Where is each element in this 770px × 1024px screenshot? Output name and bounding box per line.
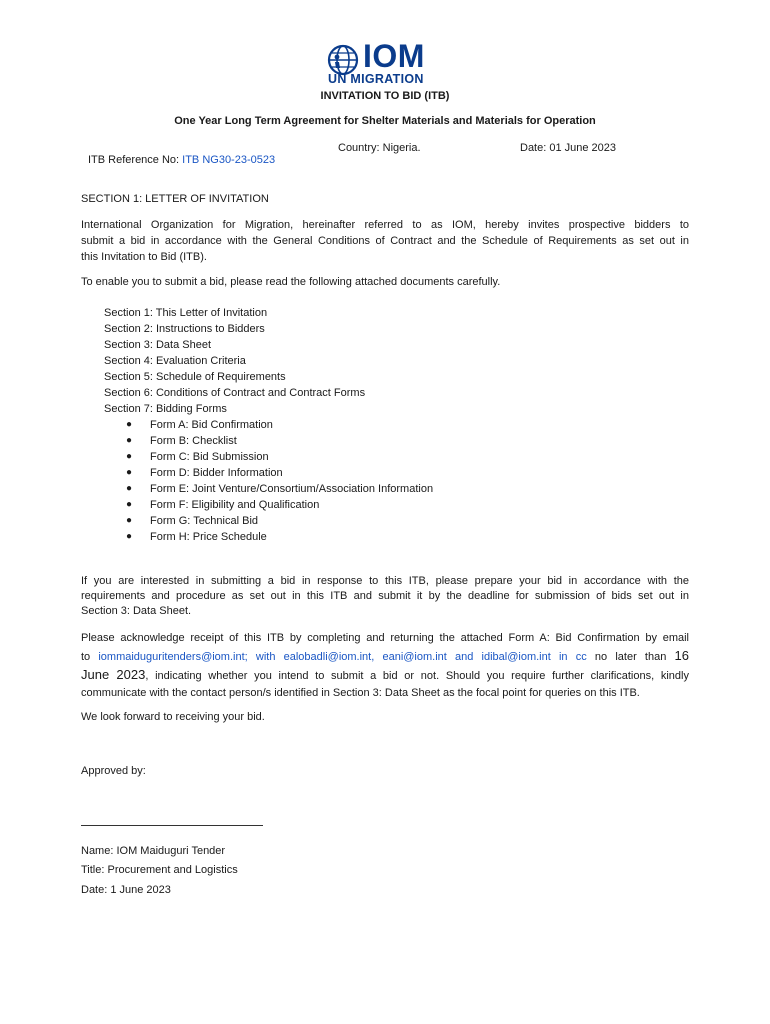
bullet-icon: ● [126,499,133,510]
paragraph-line: communicate with the contact person/s identified in Section 3: Data Sheet as the focal point for queries on this ITB. [81,687,640,699]
list-item: Section 5: Schedule of Requirements [104,371,286,383]
approver-name: Name: IOM Maiduguri Tender [81,845,226,857]
itb-reference-value: ITB NG30-23-0523 [182,154,276,166]
list-item: ● Form G: Technical Bid [126,515,259,527]
logo-wordmark: IOM [363,38,425,74]
date-label: Date: 01 June 2023 [520,142,617,154]
paragraph-line: International Organization for Migration, hereinafter referred to as IOM, hereby invites prospective bidders to [81,219,689,231]
list-item: Section 4: Evaluation Criteria [104,355,246,367]
bullet-icon: ● [126,467,133,478]
paragraph-line: June 2023, indicating whether you intend to submit a bid or not. Should you require further clarifications, kindly [81,667,689,682]
iom-logo [327,38,445,88]
approver-title: Title: Procurement and Logistics [81,864,238,876]
paragraph-line: requirements and procedure as set out in this ITB and submit it by the deadline for submission of bids set out in [81,590,689,602]
bullet-icon: ● [126,451,133,462]
paragraph-line: If you are interested in submitting a bid in response to this ITB, please prepare your bid in accordance with the [81,575,689,587]
bullet-icon: ● [126,531,133,542]
list-item: ● Form A: Bid Confirmation [126,419,273,431]
paragraph-line: to iommaiduguritenders@iom.int; with ealobadli@iom.int, eani@iom.int and idibal@iom.int in cc no later than 16 [81,648,689,663]
list-item: ● Form D: Bidder Information [126,467,283,479]
bullet-icon: ● [126,435,133,446]
sections-list [104,305,365,417]
document-title: INVITATION TO BID (ITB) [320,90,450,102]
list-item: ● Form H: Price Schedule [126,531,267,543]
country-label: Country: Nigeria. [338,142,421,154]
list-item: ● Form F: Eligibility and Qualification [126,499,320,511]
closing-line: We look forward to receiving your bid. [81,711,265,723]
list-item: Section 6: Conditions of Contract and Contract Forms [104,387,366,399]
itb-reference [88,154,275,166]
paragraph-line: submit a bid in accordance with the General Conditions of Contract and the Schedule of Requirements as set out in [81,235,689,247]
intro-paragraph [81,217,689,265]
list-item: ● Form E: Joint Venture/Consortium/Association Information [126,483,434,495]
instructions-paragraph: To enable you to submit a bid, please read the following attached documents carefully. [81,276,501,288]
logo-subtitle: UN MIGRATION [328,72,424,86]
list-item: Section 1: This Letter of Invitation [104,307,268,319]
bullet-icon: ● [126,483,133,494]
forms-list [126,417,433,545]
acknowledge-paragraph [81,630,689,702]
contact-emails[interactable]: iommaiduguritenders@iom.int; with ealobadli@iom.int, eani@iom.int and idibal@iom.int in cc [98,651,587,663]
section-heading: SECTION 1: LETTER OF INVITATION [81,193,269,205]
bullet-icon: ● [126,419,133,430]
list-item: Section 7: Bidding Forms [104,403,227,415]
document-subtitle: One Year Long Term Agreement for Shelter Materials and Materials for Operation [174,115,596,127]
approval-date: Date: 1 June 2023 [81,884,171,896]
paragraph-line: this Invitation to Bid (ITB). [81,251,207,263]
paragraph-line: Section 3: Data Sheet. [81,605,192,617]
list-item: Section 3: Data Sheet [104,339,212,351]
list-item: ● Form B: Checklist [126,435,237,447]
list-item: ● Form C: Bid Submission [126,451,269,463]
itb-reference-label: ITB Reference No: [88,154,183,166]
list-item: Section 2: Instructions to Bidders [104,323,265,335]
submission-paragraph [81,574,689,619]
deadline-month: June 2023 [81,667,146,682]
signature-line [81,825,263,826]
approved-by-label: Approved by: [81,765,146,777]
deadline-day: 16 [674,648,689,663]
paragraph-line: Please acknowledge receipt of this ITB by completing and returning the attached Form A: Bid Confirmation by email [81,632,689,644]
bullet-icon: ● [126,515,133,526]
